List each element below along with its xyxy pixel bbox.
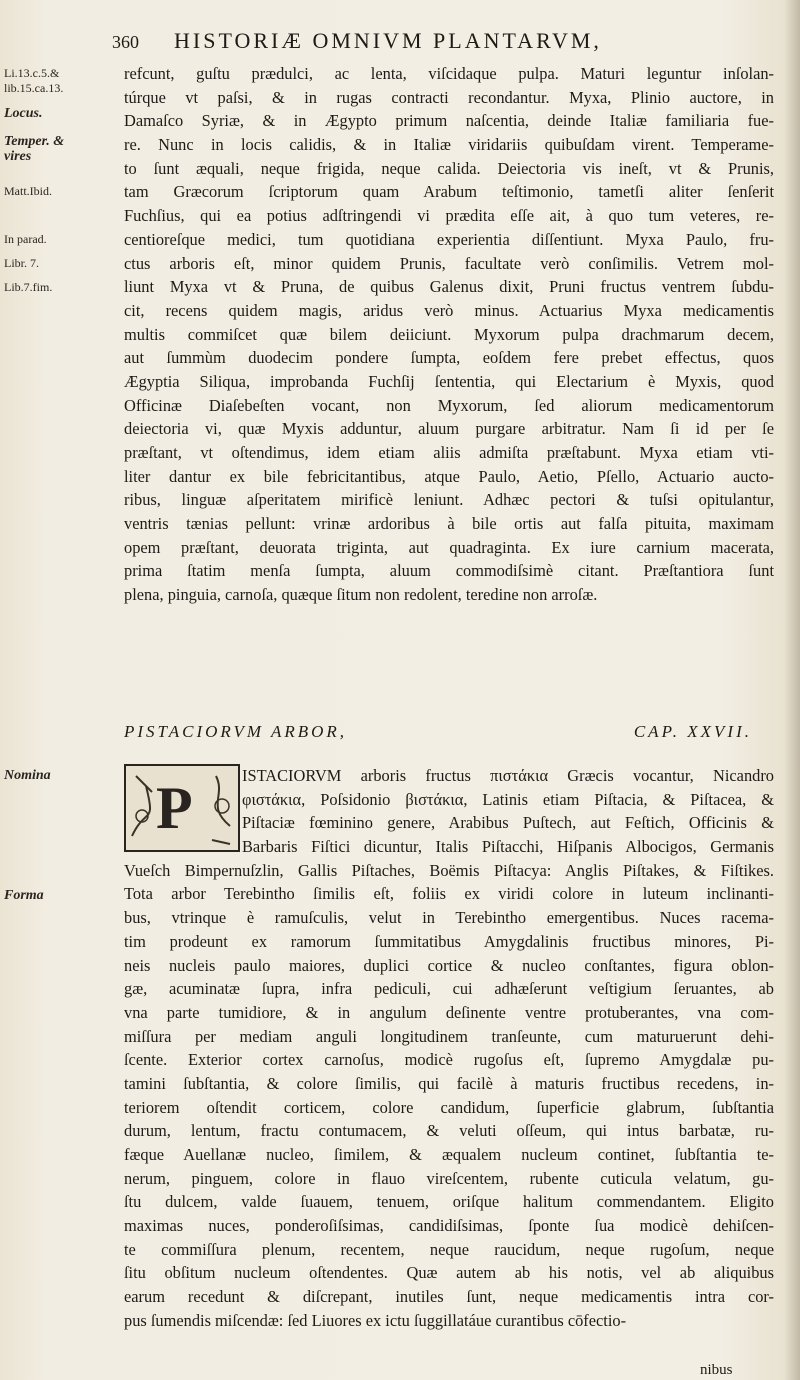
initial-letter: P: [156, 775, 193, 841]
text-line: tam Græcorum ſcriptorum quam Arabum teſtimonio, tametſi aliter ſenſerit: [124, 182, 774, 202]
text-line: neis nucleis paulo maiores, duplici cortice & nucleo conſtantes, figura oblon-: [124, 955, 774, 975]
text-line: ventris tænias pellunt: vrinæ ardoribus à bile ortis aut falſa pituita, maximam: [124, 514, 774, 534]
text-line: tamini ſubſtantia, & colore ſimilis, qui facilè à maturis fructibus recedens, in-: [124, 1073, 774, 1093]
text-line: túrque vt paſsi, & in rugas contracti recondantur. Myxa, Plinio auctore, in: [124, 87, 774, 107]
text-line: præſtant, vt oſtendimus, idem etiam aliis admiſta præſtabunt. Myxa etiam vti-: [124, 443, 774, 462]
page-number: 360: [112, 32, 139, 52]
text-line: prima ſtatim menſa ſumpta, aluum commodiſsimè citant. Præſtantiora ſunt: [124, 561, 774, 581]
text-line: re. Nunc in locis calidis, & in Italiæ viridariis quibuſdam virent. Temperame-: [124, 135, 774, 155]
text-line: fæque Auellanæ nucleo, ſimilem, & æqualem nucleum continet, ſubſtantia te-: [124, 1145, 774, 1164]
page-edge-shadow: [784, 0, 800, 1380]
text-line: ribus, linguæ aſperitatem mirificè leniunt. Adhæc pectori & tuſsi opitulantur,: [124, 490, 774, 510]
text-line: miſſura per mediam anguli longitudinem tranſeunte, cum maturuerunt dehi-: [124, 1026, 774, 1046]
running-header: [112, 28, 772, 58]
text-line: refcunt, guſtu prædulci, ac lenta, viſcidaque pulpa. Maturi leguntur inſolan-: [124, 64, 774, 83]
text-line: deiectoria vi, quæ Myxis adduntur, aluum purgare arbitratur. Nam ſi id per ſe: [124, 419, 774, 439]
text-line: Officinæ Diaſebeſten vocant, non Myxorum, ſed aliorum medicamentorum: [124, 395, 774, 415]
catchword: nibus: [700, 1362, 733, 1378]
text-line: Barbaris Fiſtici dicuntur, Italis Piſtacchi, Hiſpanis Albocigos, Germanis: [242, 837, 774, 857]
text-line: pus ſumendis miſcendæ: ſed Liuores ex ictu ſuggillatáue curantibus cōfectio-: [124, 1310, 627, 1330]
text-line: aut ſummùm duodecim pondere ſumpta, eoſdem fere prebet effectus, quos: [124, 348, 774, 368]
body-text-pistacia: [124, 764, 774, 1333]
text-line: bus, vtrinque è ramuſculis, velut in Terebintho emergentibus. Nuces racema-: [124, 908, 774, 928]
body-text-myxa: [124, 62, 774, 607]
text-line: vna parte tumidiore, & in angulum deſinente ventre protuberantes, vna com-: [124, 1002, 774, 1022]
margin-note-lib-fim: Lib.7.fim.: [4, 280, 53, 294]
text-line: centioreſque medici, tum quotidiana experientia diſſentiunt. Myxa Paulo, fru-: [124, 229, 774, 249]
text-line: Piſtaciæ fœminino genere, Arabibus Puſtech, aut Feſtich, Officinis &: [242, 813, 774, 833]
text-line: teriorem oſtendit corticem, colore candidum, ſuperficie glabrum, ſubſtantia: [124, 1097, 774, 1117]
text-line: Tota arbor Terebintho ſimilis eſt, foliis ex viridi colore in luteum inclinanti-: [124, 884, 774, 904]
text-line: ſcente. Exterior cortex carnoſus, modicè rugoſus eſt, ſupremo Amygdalæ pu-: [124, 1050, 774, 1070]
margin-note-nomina: Nomina: [4, 768, 51, 783]
text-line: durum, lentum, fractu contumacem, & veluti oſſeum, qui intus barbatæ, ru-: [124, 1121, 774, 1141]
chapter-number: CAP. XXVII.: [633, 722, 752, 741]
text-line: Ægyptia Siliqua, improbanda Fuchſij ſententia, qui Electarium è Myxis, quod: [124, 371, 774, 391]
text-line: maximas nuces, ponderoſiſsimas, candidiſsimas, ſponte ſua modicè dehiſcen-: [124, 1216, 774, 1236]
text-line: gæ, acuminatæ ſupra, infra pediculi, cui adhæſerunt veſtigium ſeruantes, ab: [124, 979, 774, 999]
text-line: ISTACIORVM arboris fructus πιστάκια Græcis vocantur, Nicandro: [242, 766, 774, 785]
text-line: te commiſſura plenum, recentem, neque raucidum, neque rugoſum, neque: [124, 1239, 774, 1259]
margin-note-reference: Li.13.c.5.& lib.15.ca.13.: [4, 66, 64, 95]
margin-note-matt: Matt.Ibid.: [4, 184, 52, 198]
text-line: ctus arboris eſt, minor quidem Prunis, facultate verò conſimilis. Vetrem mol-: [124, 253, 774, 273]
margin-note-locus: Locus.: [4, 106, 43, 121]
chapter-title: PISTACIORVM ARBOR,: [124, 722, 348, 741]
text-line: cit, recens quidem magis, aridus verò minus. Actuarius Myxa medicamentis: [124, 300, 774, 320]
margin-note-parad: In parad.: [4, 232, 47, 246]
text-line: opem præſtant, deuorata triginta, aut quadraginta. Ex iure carnium macerata,: [124, 537, 774, 557]
chapter-heading: [124, 722, 774, 750]
margin-note-temper: Temper. & vires: [4, 134, 65, 164]
text-line: plena, pinguia, carnoſa, quæque ſitum non redolent, teredine non arroſæ.: [124, 585, 598, 605]
running-title: HISTORIÆ OMNIVM PLANTARVM,: [174, 28, 602, 53]
text-line: nerum, pinguem, colore in flauo vireſcentem, rubente cuticula velatum, gu-: [124, 1168, 774, 1188]
text-line: ſtu dulcem, valde ſuauem, tenuem, oriſque halitum commendantem. Eligito: [124, 1192, 774, 1212]
margin-note-libr: Libr. 7.: [4, 256, 39, 270]
text-line: Damaſco Syriæ, & in Ægypto primum naſcentia, deinde Italiæ familiaria fue-: [124, 111, 774, 131]
text-line: earum recedunt & diſcrepant, inutiles ſunt, neque medicamentis intra cor-: [124, 1287, 774, 1307]
text-line: Fuchſius, qui ea potius adſtringendi vi prædita eſſe ait, à quo tum veteres, re-: [124, 206, 774, 226]
text-line: liunt Myxa vt & Pruna, de quibus Galenus dixit, Pruni fructus ventrem ſubdu-: [124, 277, 774, 297]
margin-note-forma: Forma: [4, 888, 44, 903]
text-line: Vueſch Bimpernuſzlin, Gallis Piſtaches, Boëmis Piſtacya: Anglis Piſtakes, & Fiſtikes.: [124, 860, 774, 880]
text-line: multis commiſcet quæ bilem deiiciunt. Myxorum pulpa drachmarum decem,: [124, 324, 774, 344]
text-line: φιστάκια, Poſsidonio βιστάκια, Latinis etiam Piſtacia, & Piſtacea, &: [242, 789, 774, 809]
text-line: tim prodeunt ex ramorum ſummitatibus Amygdalinis fructibus minores, Pi-: [124, 931, 774, 951]
text-line: liter dantur ex bile febricitantibus, atque Paulo, Aetio, Pſello, Actuario aucto-: [124, 466, 774, 486]
text-line: to ſunt æquali, neque frigida, neque calida. Deiectoria vis ineſt, vt & Prunis,: [124, 158, 774, 178]
text-line: ſitu obſitum nucleum oſtendentes. Quæ autem ab his notis, vel ab aliquibus: [124, 1263, 774, 1283]
